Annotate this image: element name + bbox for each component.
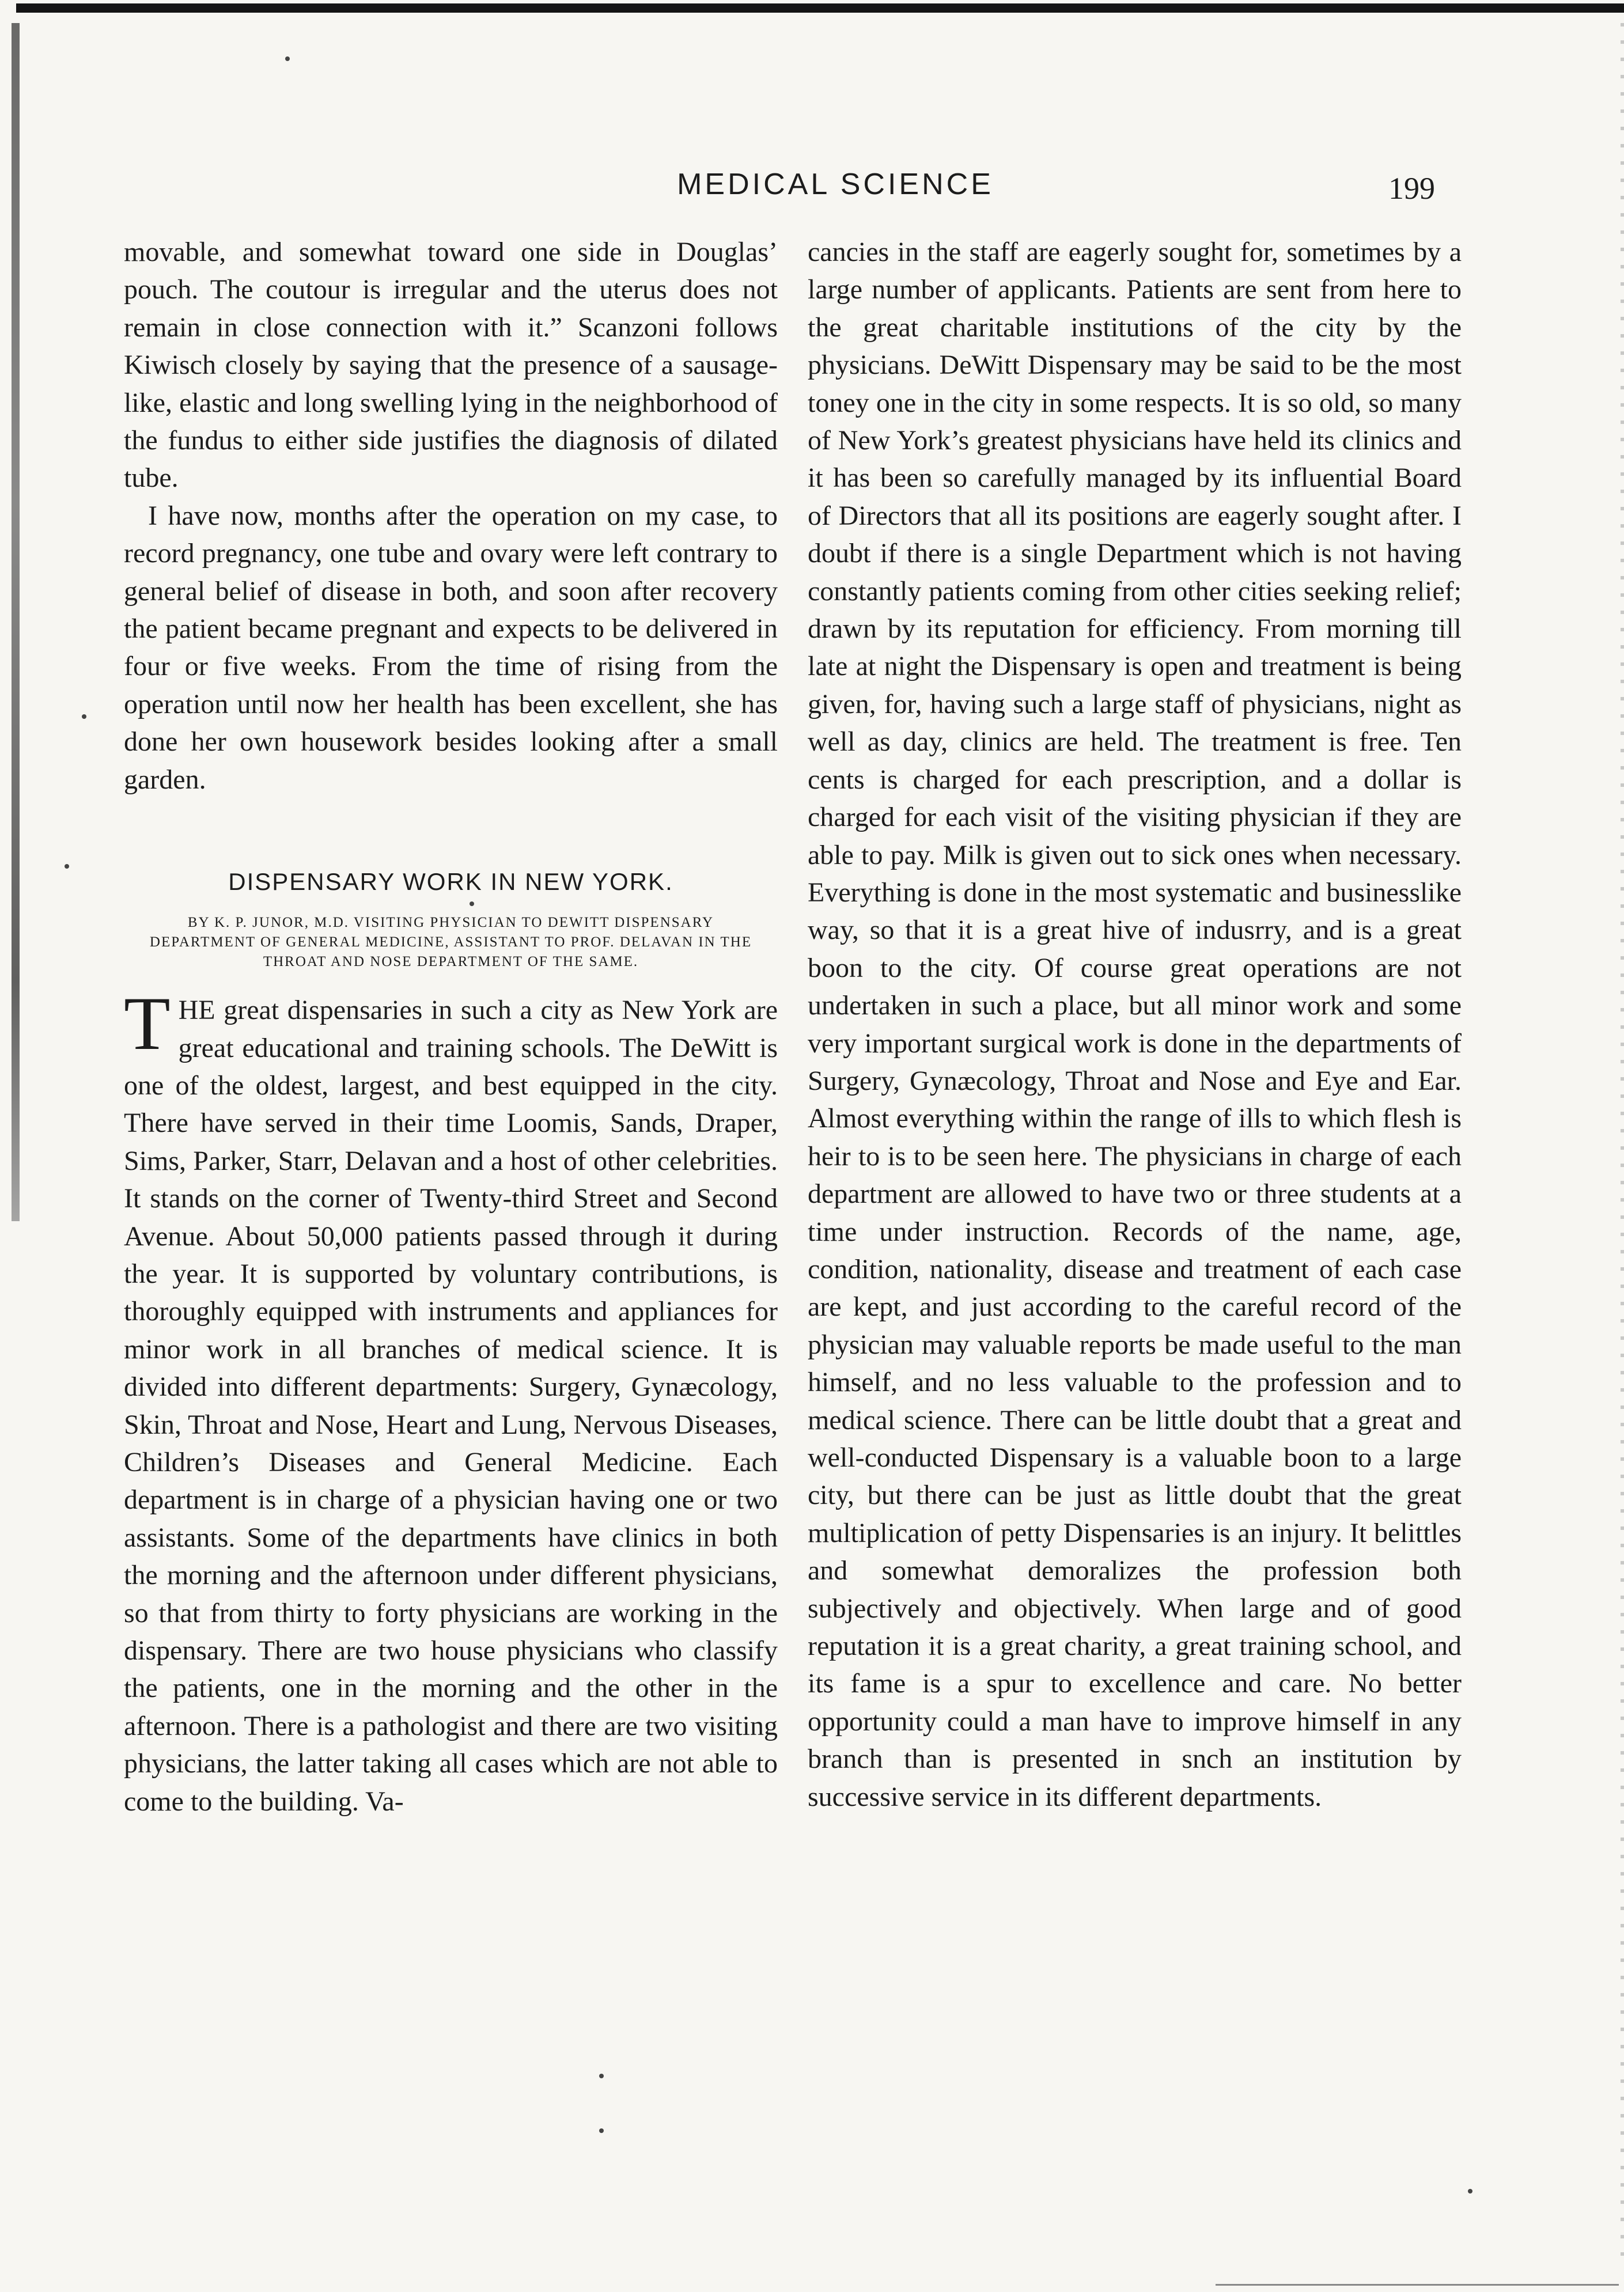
paper-speck (1468, 2189, 1472, 2193)
paper-speck (470, 901, 474, 906)
page-number: 199 (1388, 171, 1435, 206)
paper-speck (599, 2074, 604, 2078)
running-title: MEDICAL SCIENCE (677, 168, 994, 201)
right-page-edge (1621, 23, 1624, 2270)
paragraph-continued: movable, and somewhat toward one side in Douglas’ pouch. The coutour is irregular and the uterus does not remain in close connection with it.” Scanzoni follows Kiwisch closely by saying that the presence of a sausage-like, elastic and long swelling lying in the neighborhood of the fundus to either side justifies the diagnosis of dilated tube. (124, 237, 778, 494)
article-continued-paragraph: cancies in the staff are eagerly sought for, sometimes by a large number of applicants. Patients are sent from here to the great charitable institutions of the city by the physicians. DeWitt Dispensary may be said to be the most toney one in the city in some respects. It is so old, so many of New York’s greatest physicians have held its clinics and it has been so carefully managed by its influential Board of Directors that all its positions are eagerly sought after. I doubt if there is a single Department which is not having constantly patients coming from other cities seeking relief; drawn by its reputation for efficiency. From morning till late at night the Dispensary is open and treatment is being given, for, having such a large staff of physicians, night as well as day, clinics are held. The treatment is free. Ten cents is charged for each prescription, and a dollar is charged for each visit of the visiting physician if they are able to pay. Milk is given out to sick ones when necessary. Everything is done in the most systematic and businesslike way, so that it is a great hive of indusrry, and is a great boon to the city. Of course great operations are not undertaken in such a place, but all minor work and some very important surgical work is done in the departments of Surgery, Gynæcology, Throat and Nose and Eye and Ear. Almost everything within the range of ills to which flesh is heir to is to be seen here. The physicians in charge of each department are allowed to have two or three students at a time under instruction. Records of the name, age, condition, nationality, disease and treatment of each case are kept, and just according to the careful record of the physician may valuable reports be made useful to the man himself, and no less valuable to the profession and to medical science. There can be little doubt that a great and well-conducted Dispensary is a valuable boon to a large city, but there can be just as little doubt that the great multiplication of petty Dispensaries is an injury. It belittles and somewhat demoralizes the profession both subjectively and objectively. When large and of good reputation it is a great charity, a great training school, and its fame is a spur to excellence and care. No better opportunity could a man have to improve himself in any branch than is presented in snch an institution by successive service in its different departments. (808, 237, 1462, 1812)
top-border-rule (16, 3, 1624, 13)
paper-speck (82, 714, 86, 719)
article-title: DISPENSARY WORK IN NEW YORK. (228, 868, 673, 896)
right-column (808, 233, 1462, 1816)
bottom-edge-rule (1216, 2284, 1619, 2286)
article-byline: BY K. P. JUNOR, M.D. VISITING PHYSICIAN TO DEWITT DISPENSARY DEPARTMENT OF GENERAL MEDICINE, ASSISTANT TO PROF. DELAVAN IN THE THROAT AND NOSE DEPARTMENT OF THE SAME. (149, 915, 752, 970)
paper-speck (285, 56, 290, 61)
paper-speck (599, 2128, 604, 2133)
paragraph-pregnancy: I have now, months after the operation on my case, to record pregnancy, one tube and ovary were left contrary to general belief of disease in both, and soon after recovery the patient became pregnant and expects to be delivered in four or five weeks. From the time of rising from the operation until now her health has been excellent, she has done her own housework besides looking after a small garden. (124, 500, 778, 795)
page-header (0, 167, 1624, 213)
article-opening-paragraph: THE great dispensaries in such a city as New York are great educational and training schools. The DeWitt is one of the oldest, largest, and best equipped in the city. There have served in their time Loomis, Sands, Draper, Sims, Parker, Starr, Delavan and a host of other celebrities. It stands on the corner of Twenty-third Street and Second Avenue. About 50,000 patients passed through it during the year. It is supported by voluntary contributions, is thoroughly equipped with instruments and appliances for minor work in all branches of medical science. It is divided into different departments: Surgery, Gynæcology, Skin, Throat and Nose, Heart and Lung, Nervous Diseases, Children’s Diseases and General Medicine. Each department is in charge of a physician having one or two assistants. Some of the departments have clinics in both the morning and the afternoon under different physicians, so that from thirty to forty physicians are working in the dispensary. There are two house physicians who classify the patients, one in the morning and the other in the afternoon. There is a pathologist and there are two visiting physicians, the latter taking all cases which are not able to come to the building. Va- (124, 981, 778, 1817)
left-column (124, 233, 778, 1820)
paper-speck (65, 864, 69, 869)
